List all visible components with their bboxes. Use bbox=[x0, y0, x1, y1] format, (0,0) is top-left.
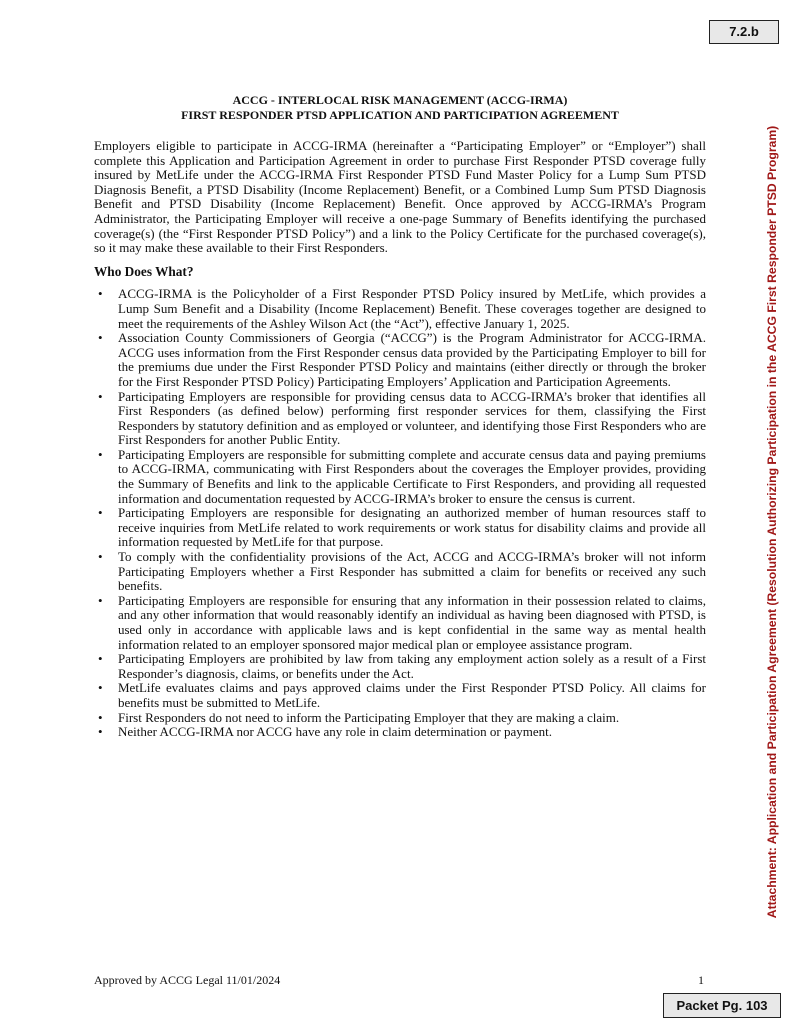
section-heading: Who Does What? bbox=[94, 263, 194, 279]
bullet-icon: • bbox=[98, 592, 103, 608]
document-body bbox=[94, 93, 706, 740]
page-footer bbox=[94, 973, 706, 988]
list-item bbox=[94, 681, 706, 710]
document-title bbox=[94, 93, 706, 122]
approval-note: Approved by ACCG Legal 11/01/2024 bbox=[94, 973, 281, 987]
list-item bbox=[94, 331, 706, 389]
title-line-2: FIRST RESPONDER PTSD APPLICATION AND PARTICIPATION AGREEMENT bbox=[181, 107, 619, 122]
list-item-text: Participating Employers are responsible for ensuring that any information in their possession related to claims, and any other information that would reasonably identify an individual as having been diagnosed with PTSD, is used only in accordance with applicable laws and is kept confidential in the same way as mental health information related to an employer sponsored major medical plan or employee assistance program. bbox=[118, 592, 706, 652]
list-item bbox=[94, 448, 706, 506]
list-item-text: ACCG-IRMA is the Policyholder of a First Responder PTSD Policy insured by MetLife, which provides a Lump Sum Benefit and a Disability (Income Replacement) Benefit. These coverages together are designed to meet the requirements of the Ashley Wilson Act (the “Act”), effective January 1, 2025. bbox=[118, 286, 706, 331]
responsibilities-list bbox=[94, 287, 706, 739]
attachment-side-label: Attachment: Application and Participation Agreement (Resolution Authorizing Participation in the ACCG First Responder PTSD Program) bbox=[765, 125, 779, 919]
list-item bbox=[94, 725, 706, 740]
list-item bbox=[94, 287, 706, 331]
intro-paragraph: Employers eligible to participate in ACCG-IRMA (hereinafter a “Participating Employer” or “Employer”) shall complete this Application and Participation Agreement in order to purchase First Responder PTSD coverage fully insured by MetLife under the ACCG-IRMA First Responder PTSD Fund Master Policy for a Lump Sum PTSD Diagnosis Benefit, a PTSD Disability (Income Replacement) Benefit, or a Combined Lump Sum PTSD Diagnosis Benefit and PTSD Disability (Income Replacement) Benefit. Once approved by ACCG-IRMA’s Program Administrator, the Participating Employer will receive a one-page Summary of Benefits identifying the purchased coverage(s) (the “First Responder PTSD Policy”) and a link to the Policy Certificate for the purchased coverage(s), so it may make these available to their First Responders. bbox=[94, 138, 706, 256]
list-item-text: Participating Employers are responsible for submitting complete and accurate census data and paying premiums to ACCG-IRMA, communicating with First Responders about the coverages the Employer provides, providing the Summary of Benefits and link to the applicable Certificate to First Responders, and providing all requested information and documentation requested by ACCG-IRMA’s broker to ensure the census is current. bbox=[118, 446, 706, 506]
bullet-icon: • bbox=[98, 388, 103, 404]
bullet-icon: • bbox=[98, 680, 103, 696]
title-line-1: ACCG - INTERLOCAL RISK MANAGEMENT (ACCG-IRMA) bbox=[232, 93, 568, 107]
agenda-item-tag: 7.2.b bbox=[709, 20, 779, 44]
list-item bbox=[94, 594, 706, 652]
list-item-text: Participating Employers are responsible for designating an authorized member of human resources staff to receive inquiries from MetLife related to work requirements or work status for disability claims and provide all information requested by MetLife for that purpose. bbox=[118, 505, 706, 550]
list-item-text: MetLife evaluates claims and pays approved claims under the First Responder PTSD Policy. All claims for benefits must be submitted to MetLife. bbox=[118, 680, 706, 710]
list-item-text: Participating Employers are responsible for providing census data to ACCG-IRMA’s broker that identifies all First Responders (as defined below) performing first responder services for them, classifying the First Responders by statutory definition and as employed or volunteer, and identifying those First Responders who are First Responders for another Public Entity. bbox=[118, 388, 706, 448]
list-item-text: First Responders do not need to inform the Participating Employer that they are making a claim. bbox=[118, 709, 620, 725]
packet-page-label: Packet Pg. 103 bbox=[663, 993, 781, 1018]
list-item bbox=[94, 711, 706, 726]
bullet-icon: • bbox=[98, 505, 103, 521]
list-item-text: Association County Commissioners of Georgia (“ACCG”) is the Program Administrator for ACCG-IRMA. ACCG uses information from the First Responder census data provided by the Participating Employer to bill for the premiums due under the First Responder PTSD Policy and maintains (either directly or through the broker for the First Responder PTSD Policy) Participating Employers’ Application and Participation Agreements. bbox=[118, 330, 706, 389]
bullet-icon: • bbox=[98, 549, 103, 565]
list-item-text: Neither ACCG-IRMA nor ACCG have any role in claim determination or payment. bbox=[118, 724, 552, 740]
list-item-text: Participating Employers are prohibited by law from taking any employment action solely as a result of a First Responder’s diagnosis, claims, or benefits under the Act. bbox=[118, 651, 706, 681]
bullet-icon: • bbox=[98, 724, 103, 740]
bullet-icon: • bbox=[98, 446, 103, 462]
list-item bbox=[94, 550, 706, 594]
bullet-icon: • bbox=[98, 709, 103, 725]
bullet-icon: • bbox=[98, 651, 103, 667]
bullet-icon: • bbox=[98, 330, 103, 346]
list-item bbox=[94, 506, 706, 550]
bullet-icon: • bbox=[98, 286, 103, 302]
list-item bbox=[94, 652, 706, 681]
page-number: 1 bbox=[698, 973, 704, 987]
list-item-text: To comply with the confidentiality provisions of the Act, ACCG and ACCG-IRMA’s broker will not inform Participating Employers whether a First Responder has submitted a claim for benefits or received any such benefits. bbox=[118, 549, 706, 594]
list-item bbox=[94, 390, 706, 448]
